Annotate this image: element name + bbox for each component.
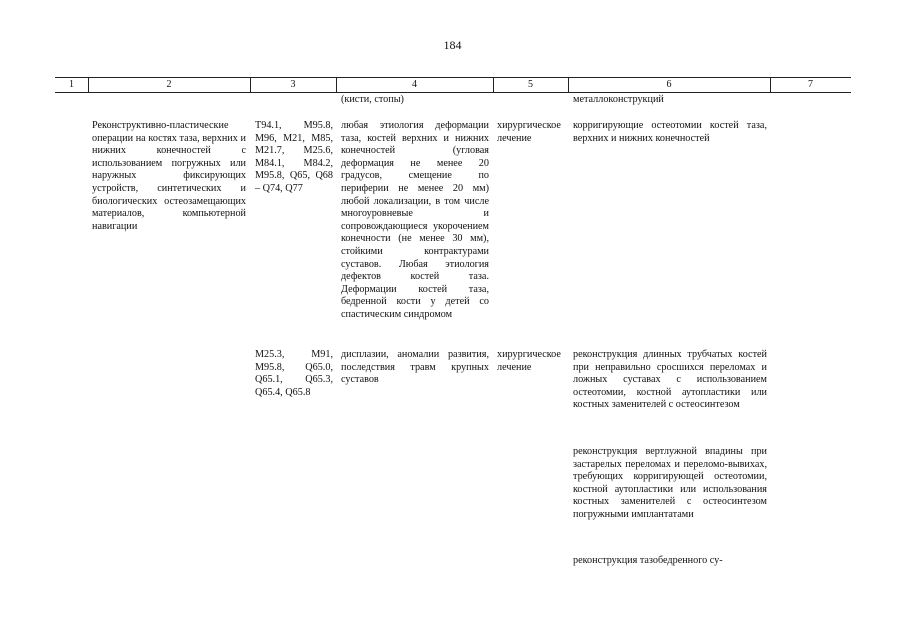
column-header-3: 3 (290, 79, 296, 90)
column-header-1: 1 (69, 79, 74, 90)
treatment-type-name: Реконструктивно-пластические операции на костях таза, верхних и нижних конечностей с использованием погружных или наружных фиксирующих устройств, синтетических и биологических остеозамещающих материалов, компьютерной навигации (92, 120, 246, 232)
column-header-7: 7 (808, 79, 813, 90)
patient-model: дисплазии, аномалии развития, последствия травм крупных суставов (341, 349, 489, 386)
treatment-method: корригирующие остеотомии костей таза, верхних и нижних конечностей (573, 120, 767, 144)
continued-method-text: металлоконструкций (573, 94, 664, 105)
treatment-method: реконструкция длинных трубчатых костей при неправильно сросшихся переломах и ложных суставах с использованием остеотомии, костной аутопластики или костных заменителей с остеосинтезом (573, 349, 767, 411)
icd-codes: Т94.1, M95.8, M96, M21, M85, M21.7, M25.6, M84.1, M84.2, M95.8, Q65, Q68 – Q74, Q77 (255, 120, 333, 194)
column-header-2: 2 (166, 79, 172, 90)
column-header-4: 4 (412, 79, 417, 90)
column-header-6: 6 (666, 79, 672, 90)
treatment-kind: хирургическое лечение (497, 120, 561, 144)
treatment-method: реконструкция тазобедренного су- (573, 555, 723, 566)
treatment-kind: хирургическое лечение (497, 349, 561, 373)
patient-model: любая этиология деформации таза, костей верхних и нижних конечностей (угловая деформация не менее 20 градусов, смещение по периферии не менее 20 мм) любой локализации, в том числе многоуровневые и сопровождающиеся укорочением конечности (не менее 30 мм), стойкими контрактурами суставов. Любая этиология дефектов костей таза. Деформации костей таза, бедренной кости у детей со спастическим синдромом (341, 120, 489, 320)
continued-diagnosis-text: (кисти, стопы) (341, 94, 404, 105)
table-top-border (55, 77, 851, 78)
page-number: 184 (443, 38, 462, 52)
column-header-5: 5 (528, 79, 533, 90)
table-header-bottom-border (55, 92, 851, 93)
treatment-method: реконструкция вертлужной впадины при застарелых переломах и переломо-вывихах, требующих корригирующей остеотомии, костной аутопластики или использования костных заменителей с остеосинтезом погружными имплантатами (573, 446, 767, 520)
icd-codes: M25.3, M91, M95.8, Q65.0, Q65.1, Q65.3, Q65.4, Q65.8 (255, 349, 333, 398)
